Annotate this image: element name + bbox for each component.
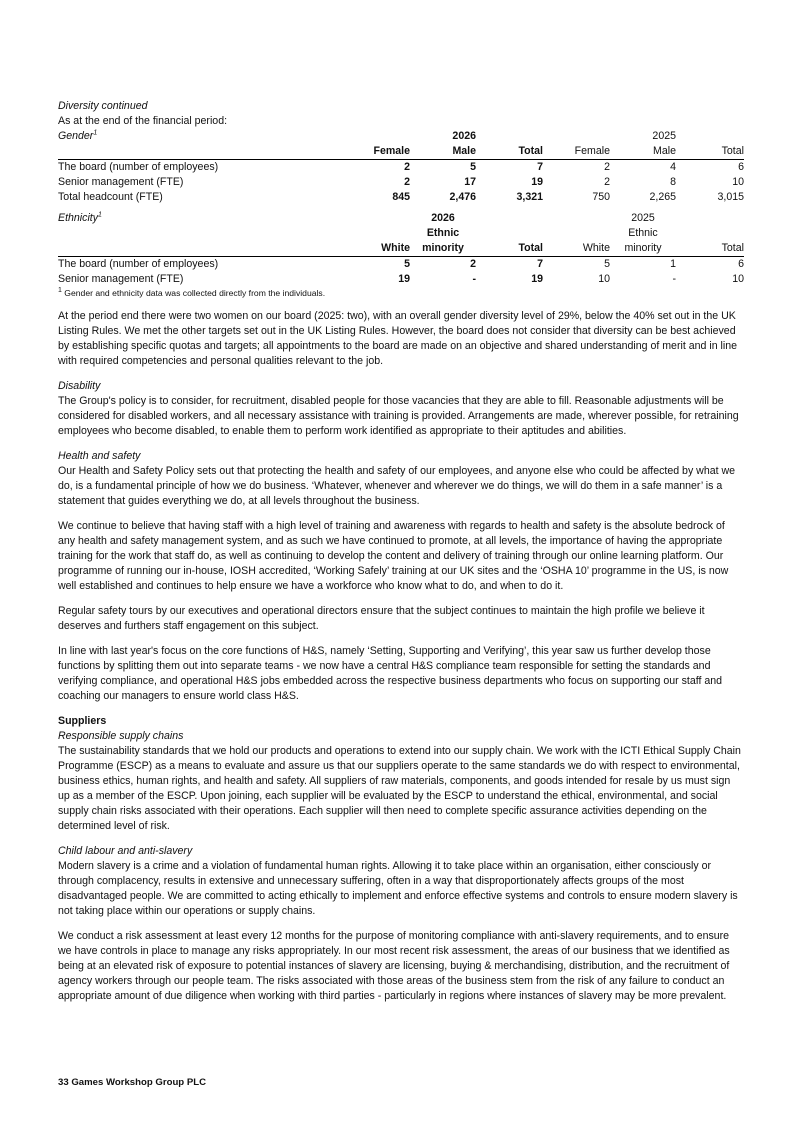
col-header: minority xyxy=(610,241,676,257)
cell: - xyxy=(672,273,676,285)
suppliers-heading: Suppliers xyxy=(58,715,107,727)
col-header: Female xyxy=(354,144,410,160)
cell: 6 xyxy=(738,161,744,173)
table-row xyxy=(58,272,744,287)
ethnicity-year-row xyxy=(58,211,744,226)
disability-heading: Disability xyxy=(58,380,101,392)
cell: 8 xyxy=(670,176,676,188)
col-header: minority xyxy=(410,241,476,257)
cell: 2 xyxy=(404,161,410,173)
cell: 2 xyxy=(604,161,610,173)
health-paragraph-4: In line with last year's focus on the core functions of H&S, namely ‘Setting, Supporting and Verifying’, this year saw us further develop those functions by splitting them out into separate teams - we now have a central H&S compliance team responsible for setting the standards and verifying compliance, and operational H&S jobs embedded across the respective business departments who focus on supporting our staff and coaching our managers to ensure world class H&S. xyxy=(58,645,723,702)
ethnicity-col-headers xyxy=(58,241,744,257)
cell: 7 xyxy=(537,258,543,270)
year-2026: 2026 xyxy=(452,130,476,142)
col-header: Male xyxy=(410,144,476,160)
board-diversity-paragraph: At the period end there were two women on our board (2025: two), with an overall gender diversity level of 29%, below the 40% set out in the UK Listing Rules. We met the other targets set out in the UK Listing Rules. However, the board does not consider that diversity can be best achieved by establishing specific quotas and targets; all appointments to the board are made on an objective and shared understanding of merit and in line with required competencies and personal qualities relevant to the job. xyxy=(58,310,738,367)
ethnicity-ethnic-row xyxy=(58,226,744,241)
health-safety-heading: Health and safety xyxy=(58,450,141,462)
cell: 2 xyxy=(604,176,610,188)
disability-paragraph: The Group's policy is to consider, for recruitment, disabled people for those vacancies that they are able to fill. Reasonable adjustments will be considered for disabled workers, and all necessary assistance with training is provided. Arrangements are made, wherever possible, for retraining employees who become disabled, to enable them to perform work identified as appropriate to their aptitudes and abilities. xyxy=(58,395,739,437)
cell: 2 xyxy=(404,176,410,188)
ethnic-label: Ethnic xyxy=(426,227,460,239)
row-label: The board (number of employees) xyxy=(58,258,219,270)
row-label: The board (number of employees) xyxy=(58,161,219,173)
cell: 3,321 xyxy=(516,191,543,203)
cell: 750 xyxy=(592,191,610,203)
anti-slavery-paragraph-1: Modern slavery is a crime and a violation of fundamental human rights. Allowing it to take place within an organisation, either consciously or through complacency, results in extensive and unnecessary suffering, often in a way that disproportionately affects groups of the most disadvantaged people. We are committed to acting ethically to implement and enforce effective systems and controls to ensure modern slavery is not taking place within our operations or supply chains. xyxy=(58,860,738,917)
col-header: Total xyxy=(676,241,744,257)
footnote: $^1$ Gender and ethnicity data was collected directly from the individuals. xyxy=(58,287,326,298)
cell: 5 xyxy=(604,258,610,270)
cell: 19 xyxy=(531,176,543,188)
cell: 6 xyxy=(738,258,744,270)
cell: 2,476 xyxy=(449,191,476,203)
supply-chain-paragraph: The sustainability standards that we hold our products and operations to extend into our supply chain. We work with the ICTI Ethical Supply Chain Programme (ESCP) as a means to evaluate and assure us that our suppliers operate to the same standards we do with respect to environmental, business ethics, human rights, and health and safety. All suppliers of raw materials, components, and goods intended for resale by us must sign up as a member of the ESCP. Upon joining, each supplier will be evaluated by the ESCP to understand the ethical, environmental, and social supply chain risks associated with their operations. Each supplier will then need to complete specific assurance activities depending on the determined level of risk. xyxy=(58,745,741,832)
ethnic-label: Ethnic xyxy=(628,227,658,239)
row-label: Total headcount (FTE) xyxy=(58,191,163,203)
anti-slavery-paragraph-2: We conduct a risk assessment at least every 12 months for the purpose of monitoring compliance with anti-slavery requirements, and to ensure we have controls in place to manage any risks appropriately. In our most recent risk assessment, the areas of our business that we identified as being at an elevated risk of exposure to potential instances of slavery are licensing, buying & merchandising, distribution, and the recruitment of agency workers through our people team. The risks associated with those areas of the business stem from the risk of any failure to conduct an appropriate amount of due diligence when working with third parties - particularly in regions where instances of slavery may be more prevalent. xyxy=(58,930,730,1002)
cell: 10 xyxy=(598,273,610,285)
table-row xyxy=(58,160,744,176)
cell: 4 xyxy=(670,161,676,173)
ethnicity-label: Ethnicity$^1$ xyxy=(58,211,102,224)
diversity-heading: Diversity continued xyxy=(58,100,148,112)
col-header: Male xyxy=(610,144,676,160)
table-row xyxy=(58,257,744,273)
cell: 7 xyxy=(537,161,543,173)
health-paragraph-2: We continue to believe that having staff with a high level of training and awareness with regards to health and safety is the absolute bedrock of any health and safety management system, and as such we have continued to promote, at all levels, the importance of having the appropriate training for the work that staff do, as well as continuing to develop the content and delivery of training through our online learning platform. Our programme of running our in-house, IOSH accredited, ‘Working Safely’ training at our UK sites and the ‘OSHA 10’ programme in the US, is now well established and continues to help ensure we have a workforce who know what to do, and when to do it. xyxy=(58,520,729,592)
health-paragraph-1: Our Health and Safety Policy sets out that protecting the health and safety of our employees, and anyone else who could be affected by what we do, is a fundamental principle of how we do business. ‘Whatever, whenever and wherever we do things, we will do them in a safe manner’ is a statement that guides everything we do, at all levels throughout the business. xyxy=(58,465,736,507)
ethnicity-table xyxy=(58,211,744,287)
cell: 5 xyxy=(404,258,410,270)
cell: 1 xyxy=(670,258,676,270)
year-2026: 2026 xyxy=(431,212,455,224)
as-at-text: As at the end of the financial period: xyxy=(58,115,228,127)
col-header: Total xyxy=(676,144,744,160)
gender-col-headers xyxy=(58,144,744,160)
col-header: Total xyxy=(476,241,543,257)
year-2025: 2025 xyxy=(631,212,655,224)
cell: 3,015 xyxy=(717,191,744,203)
cell: 2 xyxy=(470,258,476,270)
gender-year-row xyxy=(58,129,744,144)
supply-chain-subheading: Responsible supply chains xyxy=(58,730,184,742)
cell: 2,265 xyxy=(649,191,676,203)
cell: - xyxy=(472,273,476,285)
gender-table xyxy=(58,129,744,205)
table-row xyxy=(58,175,744,190)
col-header: White xyxy=(543,241,610,257)
health-paragraph-3: Regular safety tours by our executives and operational directors ensure that the subject continues to maintain the high profile we believe it deserves and furthers staff engagement on this subject. xyxy=(58,605,705,632)
col-header: White xyxy=(354,241,410,257)
anti-slavery-subheading: Child labour and anti-slavery xyxy=(58,845,193,857)
cell: 19 xyxy=(531,273,543,285)
row-label: Senior management (FTE) xyxy=(58,176,184,188)
cell: 10 xyxy=(732,273,744,285)
row-label: Senior management (FTE) xyxy=(58,273,184,285)
page-footer: 33 Games Workshop Group PLC xyxy=(58,1077,207,1088)
col-header: Total xyxy=(476,144,543,160)
table-row xyxy=(58,190,744,205)
page-content xyxy=(58,99,744,1004)
cell: 19 xyxy=(398,273,410,285)
cell: 5 xyxy=(470,161,476,173)
cell: 17 xyxy=(464,176,476,188)
cell: 10 xyxy=(732,176,744,188)
cell: 845 xyxy=(392,191,410,203)
col-header: Female xyxy=(543,144,610,160)
gender-label: Gender$^1$ xyxy=(58,129,98,142)
year-2025: 2025 xyxy=(652,130,676,142)
